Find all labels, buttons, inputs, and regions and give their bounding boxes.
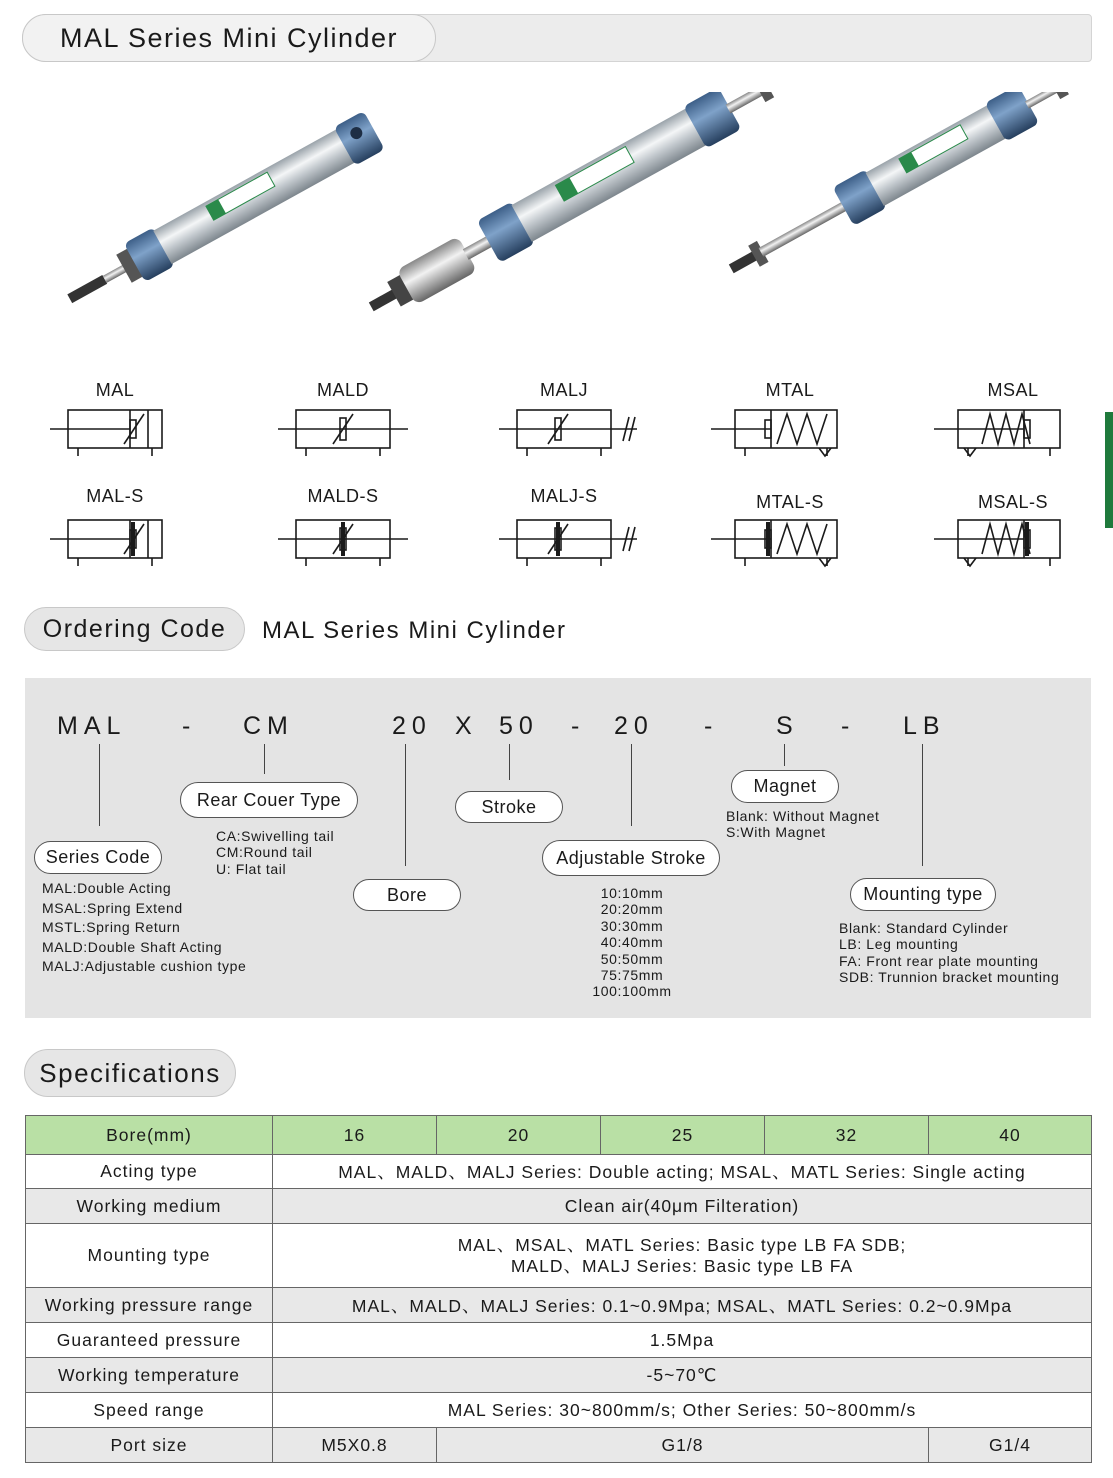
symbol-mald <box>278 380 408 456</box>
series-code-list: MAL:Double Acting MSAL:Spring Extend MSTL:Spring Return MALD:Double Shaft Acting MALJ:Adjustable cushion type <box>42 880 247 974</box>
page-title: MAL Series Mini Cylinder <box>22 14 436 62</box>
table-row <box>26 1323 1092 1358</box>
code-token: - <box>182 712 197 740</box>
working-medium-value: Clean air(40μm Filteration) <box>273 1189 1092 1224</box>
mounting-type-pill: Mounting type <box>850 878 996 911</box>
temperature-label: Working temperature <box>26 1358 273 1393</box>
symbol-label: MAL-S <box>86 486 144 506</box>
rear-cover-list: CA:Swivelling tail CM:Round tail U: Flat tail <box>216 828 335 877</box>
bore-header: Bore(mm) <box>26 1116 273 1155</box>
side-accent-bar <box>1105 412 1113 528</box>
port-size-label: Port size <box>26 1428 273 1463</box>
product-photos <box>60 92 1080 332</box>
port-size-16: M5X0.8 <box>273 1428 437 1463</box>
table-row <box>26 1288 1092 1323</box>
bore-20: 20 <box>437 1116 601 1155</box>
code-token: S <box>776 712 799 740</box>
adjustable-stroke-pill: Adjustable Stroke <box>542 840 720 876</box>
code-token: X <box>455 712 478 740</box>
ordering-code-subtitle: MAL Series Mini Cylinder <box>262 617 567 644</box>
code-token: MAL <box>57 712 127 740</box>
specifications-table <box>25 1115 1092 1463</box>
symbol-mal <box>50 380 162 456</box>
symbol-mald-s <box>278 486 408 566</box>
symbol-label: MALD-S <box>307 486 379 506</box>
table-row <box>26 1428 1092 1463</box>
code-token: 20 <box>614 712 654 740</box>
bore-25: 25 <box>601 1116 765 1155</box>
guaranteed-pressure-value: 1.5Mpa <box>273 1323 1092 1358</box>
leader-magnet <box>784 744 785 766</box>
port-size-40: G1/4 <box>929 1428 1092 1463</box>
code-token: - <box>571 712 586 740</box>
leader-series <box>99 744 100 826</box>
leader-rear-cover <box>264 744 265 774</box>
symbol-label: MSAL <box>987 380 1039 400</box>
stroke-pill: Stroke <box>455 791 563 823</box>
leader-adjustable <box>631 744 632 826</box>
pressure-range-label: Working pressure range <box>26 1288 273 1323</box>
ordering-code-heading: Ordering Code <box>24 607 245 651</box>
working-medium-label: Working medium <box>26 1189 273 1224</box>
table-row <box>26 1155 1092 1189</box>
table-row <box>26 1393 1092 1428</box>
symbol-label: MALJ <box>539 380 589 400</box>
mounting-type-list: Blank: Standard Cylinder LB: Leg mounting FA: Front rear plate mounting SDB: Trunnion bracket mounting <box>839 920 1060 986</box>
bore-32: 32 <box>765 1116 929 1155</box>
table-row <box>26 1189 1092 1224</box>
table-row <box>26 1358 1092 1393</box>
code-token: - <box>704 712 719 740</box>
specifications-heading: Specifications <box>24 1049 236 1097</box>
symbol-malj-s <box>499 486 637 566</box>
table-row <box>26 1224 1092 1288</box>
magnet-pill: Magnet <box>731 770 839 803</box>
symbol-label: MTAL <box>765 380 815 400</box>
leader-bore <box>405 744 406 866</box>
symbol-grid <box>40 380 1080 580</box>
code-token: LB <box>903 712 946 740</box>
leader-mounting <box>922 744 923 866</box>
code-token: - <box>841 712 856 740</box>
symbol-label: MTAL-S <box>756 492 824 512</box>
mounting-type-value <box>273 1224 1092 1288</box>
acting-type-label: Acting type <box>26 1155 273 1189</box>
symbol-mtal <box>711 380 837 456</box>
adjustable-stroke-list: 10:10mm 20:20mm 30:30mm 40:40mm 50:50mm 75:75mm 100:100mm <box>592 885 672 1000</box>
cylinder-photo-mtal <box>721 92 1080 288</box>
series-code-pill: Series Code <box>34 841 162 874</box>
bore-16: 16 <box>273 1116 437 1155</box>
symbol-label: MSAL-S <box>977 492 1049 512</box>
bore-40: 40 <box>929 1116 1092 1155</box>
magnet-list: Blank: Without Magnet S:With Magnet <box>726 808 880 841</box>
symbol-msal <box>934 380 1060 456</box>
table-header-row <box>26 1116 1092 1155</box>
mounting-type-line-1: MAL、MSAL、MATL Series: Basic type LB FA SDB; <box>457 1234 907 1255</box>
speed-range-value: MAL Series: 30~800mm/s; Other Series: 50~800mm/s <box>273 1393 1092 1428</box>
symbol-label: MALD <box>316 380 370 400</box>
symbol-label: MAL <box>95 380 135 400</box>
acting-type-value: MAL、MALD、MALJ Series: Double acting; MSAL、MATL Series: Single acting <box>273 1155 1092 1189</box>
pressure-range-value: MAL、MALD、MALJ Series: 0.1~0.9Mpa; MSAL、MATL Series: 0.2~0.9Mpa <box>273 1288 1092 1323</box>
symbol-mtal-s <box>711 492 837 566</box>
port-size-20-32: G1/8 <box>437 1428 929 1463</box>
code-token: 50 <box>499 712 539 740</box>
speed-range-label: Speed range <box>26 1393 273 1428</box>
mounting-type-label: Mounting type <box>26 1224 273 1288</box>
cylinder-photo-mal <box>60 111 385 318</box>
mounting-type-line-2: MALD、MALJ Series: Basic type LB FA <box>510 1255 854 1276</box>
guaranteed-pressure-label: Guaranteed pressure <box>26 1323 273 1358</box>
symbol-mal-s <box>50 486 162 566</box>
cylinder-photo-malj <box>360 92 800 328</box>
symbol-msal-s <box>934 492 1060 566</box>
symbol-label: MALJ-S <box>530 486 598 506</box>
temperature-value: -5~70℃ <box>273 1358 1092 1393</box>
rear-cover-pill: Rear Couer Type <box>180 782 358 818</box>
leader-stroke <box>509 744 510 780</box>
code-token: CM <box>243 712 294 740</box>
symbol-malj <box>499 380 637 456</box>
bore-pill: Bore <box>353 879 461 911</box>
code-token: 20 <box>392 712 432 740</box>
